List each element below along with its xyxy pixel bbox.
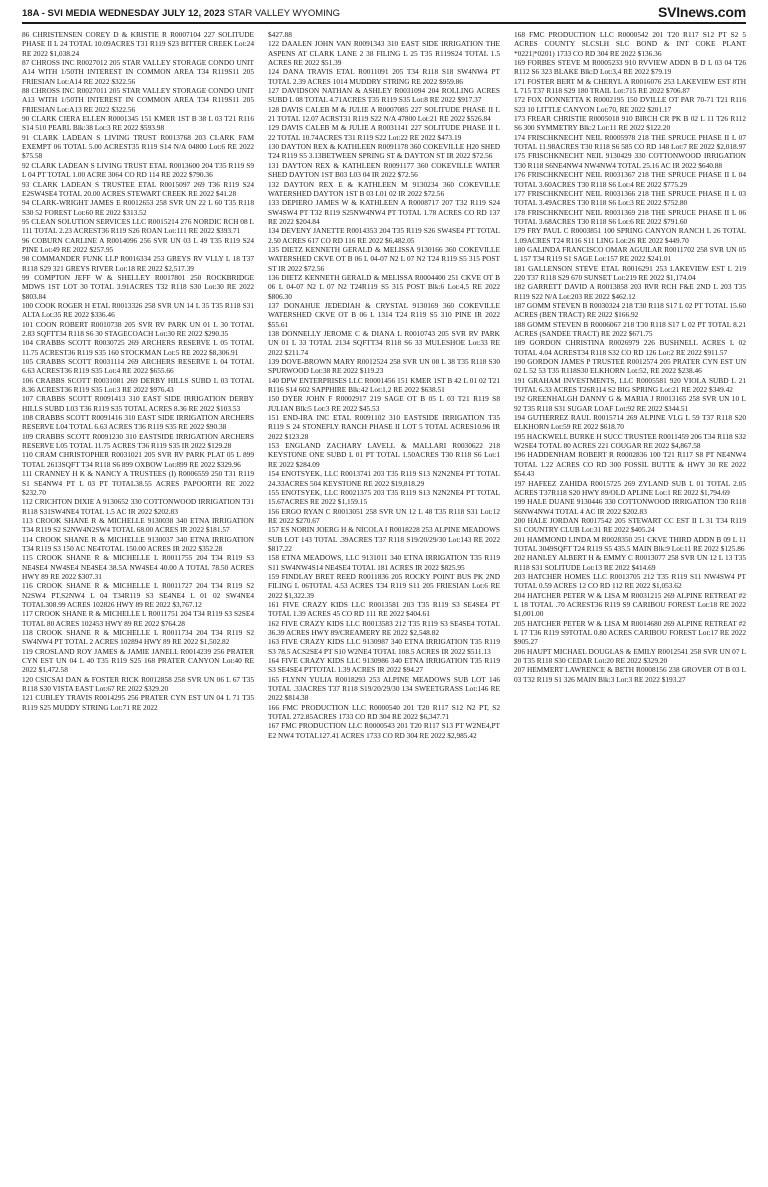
notice-entry: 158 ETNA MEADOWS, LLC 9131011 340 ETNA IRRIGATION T35 R119 S11 SW4NW4S14 NE4SE4 TOTAL 181 ACRES IR 2022 $825.95 <box>268 553 500 572</box>
notice-entry: 95 CLEAN SOLUTION SERVICES LLC R0015214 276 NORDIC RCH 08 L 111 TOTAL 2.23 ACREST36 R119 S26 ROAN Lot:111 RE 2022 $393.71 <box>22 216 254 236</box>
notice-entry: 206 HAUPT MICHAEL DOUGLAS & EMILY R0012541 258 SVR UN 07 L 20 T35 R118 S30 CEDAR Lot:20 RE 2022 $329.20 <box>514 646 746 666</box>
notice-entry: 129 DAVIS CALEB M & JULIE A R0031141 227 SOLITUDE PHASE II L 22 TOTAL 10.74ACRES T31 R119 S22 Lot:22 RE 2022 $473.19 <box>268 123 500 142</box>
notice-entry: 117 CROOK SHANE R & MICHELLE L R0011751 204 T34 R119 S3 S2SE4 TOTAL 80 ACRES 102453 HWY 89 RE 2022 $764.28 <box>22 609 254 628</box>
notice-entry: 162 FIVE CRAZY KIDS LLC R0013583 212 T35 R119 S3 SE4SE4 TOTAL 36.39 ACRES HWY 89/CREAMERY RE 2022 $2,548.82 <box>268 618 500 637</box>
notice-entry: 106 CRABBS SCOTT R0031081 269 DERBY HILLS SUBD L 03 TOTAL 8.36 ACREST36 R119 S35 Lot:3 RE 2022 $976.43 <box>22 375 254 395</box>
notice-entry: 155 ENOTSYEK, LLC R0021375 203 T35 R119 S13 N2N2NE4 PT TOTAL 15.67ACRES RE 2022 $1,159.15 <box>268 487 500 507</box>
notice-entry: 171 FOSTER BERT M & CHERYL A R0016076 253 LAKEVIEW EST 8TH L 715 T37 R118 S29 180 TRAIL Lot:715 RE 2022 $706.87 <box>514 76 746 96</box>
notice-entry: 104 CRABBS SCOTT R0030725 269 ARCHERS RESERVE L 05 TOTAL 11.75 ACREST36 R119 S35 160 STOCKMAN Lot:5 RE 2022 $8,306.91 <box>22 338 254 357</box>
site-name: SVInews.com <box>657 4 746 20</box>
notice-entry: 133 DEPIERO JAMES W & KATHLEEN A R0008717 207 T32 R119 S24 SW4SW4 PT T32 R119 S25NW4NW4 PT TOTAL 1.78 ACRES CO RD 137 RE 2022 $204.84 <box>268 198 500 226</box>
notice-entry: 107 CRABBS SCOTT R0091413 310 EAST SIDE IRRIGATION DERBY HILLS SUBD L03 T36 R119 S35 TOTAL ACRES 8.36 RE 2022 $103.53 <box>22 394 254 413</box>
notice-entry: 90 CLARK CIERA ELLEN R0001345 151 KMER 1ST B 38 L 03 T21 R116 S14 510 PEARL Blk:38 Lot:3 RE 2022 $593.98 <box>22 114 254 133</box>
notice-entry: 167 FMC PRODUCTION LLC R0000543 201 T20 R117 S13 PT W2NE4,PT E2 NW4 TOTAL127.41 ACRES 1733 CO RD 304 RE 2022 $2,985.42 <box>268 721 500 740</box>
notice-entry: 202 HANLEY ALBERT H & EMMY C R0013077 258 SVR UN 12 L 13 T35 R118 S31 SOLITUDE Lot:13 RE 2022 $414.69 <box>514 553 746 572</box>
notice-column-3 <box>514 30 746 1180</box>
notice-entry: 112 CRICHTON DIXIE A 9130652 330 COTTONWOOD IRRIGATION T31 R118 S31SW4NE4 TOTAL 1.5 AC IR 2022 $202.83 <box>22 497 254 516</box>
notice-entry: 91 CLARK LADEAN S LIVING TRUST R0013768 203 CLARK FAM EXEMPT 06 TOTAL 5.00 ACREST35 R119 S14 N/A 04800 Lot:6 RE 2022 $75.58 <box>22 132 254 161</box>
notice-entry: 161 FIVE CRAZY KIDS LLC R0013581 203 T35 R119 S3 SE4SE4 PT TOTAL 1.39 ACRES 45 CO RD 111 RE 2022 $404.61 <box>268 599 500 619</box>
notice-entry: 192 GREENHALGH DANNY G & MARIA J R0013165 258 SVR UN 10 L 92 T35 R118 S31 SUGAR LOAF Lot:92 RE 2022 $344.51 <box>514 394 746 413</box>
notice-entry: 153 ENGLAND ZACHARY LAVELL & MALLARI R0030622 218 KEYSTONE ONE SUBD L 01 PT TOTAL 1.50ACRES T30 R118 S6 Lot:1 RE 2022 $284.09 <box>268 441 500 469</box>
notice-entry: 98 COMMANDER FUNK LLP R0016334 253 GREYS RV VLLY L 18 T37 R118 S29 321 GREYS RIVER Lot:18 RE 2022 $2,517.39 <box>22 254 254 273</box>
notice-entry: 188 GOMM STEVEN B R0006067 218 T30 R118 S17 L 02 PT TOTAL 8.21 ACRES (SANDEE TRACT) RE 2022 $671.75 <box>514 319 746 338</box>
notice-entry: 177 FRISCHKNECHT NEIL R0031366 218 THE SPRUCE PHASE II L 03 TOTAL 3.49ACRES T30 R118 S6 Lot:3 RE 2022 $752.80 <box>514 188 746 208</box>
notice-entry: 140 DPW ENTERPRISES LLC R0001456 151 KMER 1ST B 42 L 01 02 T21 R116 S14 602 SAPPHIRE Blk:42 Lot:1,2 RE 2022 $638.51 <box>268 375 500 395</box>
legal-notice-columns <box>22 30 746 1180</box>
notice-entry: 139 DOVE-BROWN MARY R0012524 258 SVR UN 08 L 38 T35 R118 S30 SPURWOOD Lot:38 RE 2022 $119.23 <box>268 357 500 376</box>
notice-entry: 151 END-IRA INC ETAL R0091102 310 EASTSIDE IRRIGATION T35 R119 S 24 STONEFLY RANCH PHASE II LOT 5 TOTAL ACRES10.96 IR 2022 $123.28 <box>268 413 500 441</box>
notice-entry: 163 FIVE CRAZY KIDS LLC 9130987 340 ETNA IRRIGATION T35 R119 S3 78.5 ACS2SE4 PT S10 W2NE4 TOTAL 108.5 ACRES IR 2022 $511.13 <box>268 637 500 656</box>
notice-entry: 92 CLARK LADEAN S LIVING TRUST ETAL R0013600 204 T35 R119 S9 L 04 PT TOTAL 1.00 ACRE 3064 CO RD 114 RE 2022 $790.36 <box>22 160 254 180</box>
notice-entry: 132 DAYTON REX E & KATHLEEN M 9130234 360 COKEVILLE WATERSHED DAYTON 1ST B 03 L01 02 IR 2022 $72.56 <box>268 179 500 198</box>
notice-entry: 207 HEMMERT LAWRENCE & BETH R0008156 238 GROVER OT B 03 L 03 T32 R119 S1 326 MAIN Blk:3 Lot:3 RE 2022 $193.27 <box>514 665 746 684</box>
notice-entry: 195 HACKWELL BURKE H SUCC TRUSTEE R0011459 206 T34 R118 S32 W2SE4 TOTAL 80 ACRES 221 COUGAR RE 2022 $4,867.58 <box>514 431 746 451</box>
notice-entry: 130 DAYTON REX & KATHLEEN R0091178 360 COKEVILLE H20 SHED T24 R119 S5 3.13BETWEEN SPRING ST & DAYTON ST IR 2022 $72.56 <box>268 142 500 161</box>
notice-entry: 154 ENOTSYEK, LLC R0013741 203 T35 R119 S13 N2N2NE4 PT TOTAL 24.33ACRES 504 KEYSTONE RE 2022 $19,818.29 <box>268 469 500 488</box>
notice-entry: 134 DEVENY JANETTE R0014353 204 T35 R119 S26 SW4SE4 PT TOTAL 2.50 ACRES 617 CO RD 116 RE 2022 $6,482.05 <box>268 226 500 245</box>
notice-entry: 118 CROOK SHANE R & MICHELLE L R0011734 204 T34 R119 S2 SW4NW4 PT TOTAL 2 ACRES 102894 HWY 89 RE 2022 $1,502.82 <box>22 628 254 647</box>
notice-entry: 189 GORDON CHRISTINA R0026979 226 BUSHNELL ACRES L 02 TOTAL 4.04 ACREST34 R118 S32 CO RD 126 Lot:2 RE 2022 $911.57 <box>514 338 746 357</box>
notice-entry: 199 HALE DUANE 9130446 330 COTTONWOOD IRRIGATION T30 R118 S6NW4NW4 TOTAL 4 AC IR 2022 $202.83 <box>514 497 746 516</box>
notice-entry: 119 CROSLAND ROY JAMES & JAMIE JANELL R0014239 256 PRATER CYN EST UN 04 L 40 T35 R119 S25 168 PRATER CANYON Lot:40 RE 2022 $1,472.58 <box>22 646 254 675</box>
notice-column-1 <box>22 30 254 1180</box>
notice-entry: 94 CLARK-WRIGHT JAMES E R0012653 258 SVR UN 22 L 60 T35 R118 S30 52 FOREST Lot:60 RE 2022 $313.52 <box>22 198 254 217</box>
notice-entry: 197 HAFEEZ ZAHIDA R0015725 269 ZYLAND SUB L 01 TOTAL 2.05 ACRES T37R118 S20 HWY 89/OLD APLINE Lot:1 RE 2022 $1,794.69 <box>514 478 746 497</box>
notice-entry: 135 DIETZ KENNETH GERALD & MELISSA 9130166 360 COKEVILLE WATERSHED CKVE OT B 06 L 04-07 N2 L 07 N2 T24 R119 S5 315 POST ST IR 2022 $72.56 <box>268 244 500 273</box>
notice-entry: 101 COON ROBERT R0010738 205 SVR RV PARK UN 01 L 30 TOTAL 2.83 SQFTT34 R118 S6 30 STAGECOACH Lot:30 RE 2022 $290.35 <box>22 319 254 338</box>
notice-entry: 201 HAMMOND LINDA M R0028350 251 CKVE THIRD ADDN B 09 L 11 TOTAL 3049SQFT T24 R119 S5 435.5 MAIN Blk:9 Lot:11 RE 2022 $125.86 <box>514 534 746 553</box>
notice-column-2 <box>268 30 500 1180</box>
notice-entry: 99 COMPTON JEFF W & SHELLEY R0017801 250 ROCKBRIDGE MDWS 1ST LOT 30 TOTAL 3.91ACRES T32 R118 S30 Lot:30 RE 2022 $803.84 <box>22 272 254 301</box>
notice-entry: 165 FLYNN YULIA R0018293 253 ALPINE MEADOWS SUB LOT 146 TOTAL .33ACRES T37 R118 S19/20/29/30 134 SWEETGRASS Lot:146 RE 2022 $814.38 <box>268 674 500 703</box>
notice-entry: 178 FRISCHKNECHT NEIL R0031369 218 THE SPRUCE PHASE II L 06 TOTAL 3.68ACRES T30 R118 S6 Lot:6 RE 2022 $791.60 <box>514 207 746 226</box>
notice-entry: 169 FORBES STEVE M R0005233 910 RVVIEW ADDN B D L 03 04 T26 R112 S6 323 BLAKE Blk:D Lot:3,4 RE 2022 $79.19 <box>514 58 746 77</box>
notice-entry: 124 DANA TRAVIS ETAL R0011091 205 T34 R118 S18 SW4NW4 PT TOTAL 2.39 ACRES 1014 MUDDRY STRING RE 2022 $959.86 <box>268 67 500 86</box>
notice-entry: 168 FMC PRODUCTION LLC R0000542 201 T20 R117 S12 PT S2 5 ACRES COUNTY SLCSLH SLC BOND & INT COKE PLANT *0221|*0201) 1733 CO RD 304 RE 2022 $136.36 <box>514 30 746 58</box>
notice-entry: 175 FRISCHKNECHT NEIL 9130429 330 COTTONWOOD IRRIGATION T30 R118 S6NE4NW4 NW4NW4 TOTAL 25.16 AC IR 2022 $640.88 <box>514 151 746 170</box>
notice-entry: 204 HATCHER PETER W & LISA M R0031215 269 ALPINE RETREAT #2 L 18 TOTAL .70 ACREST36 R119 S9 CARIBOU FOREST Lot:18 RE 2022 $1,001.00 <box>514 590 746 619</box>
notice-entry: 137 DONAHUE JEDEDIAH & CRYSTAL 9130169 360 COKEVILLE WATERSHED CKVE OT B 06 L 1314 T24 R119 S5 310 PINE IR 2022 $55.61 <box>268 300 500 329</box>
notice-entry: 164 FIVE CRAZY KIDS LLC 9130986 340 ETNA IRRIGATION T35 R119 S3 SE4SE4 PTTOTAL 1.39 ACRES IR 2022 $94.27 <box>268 656 500 675</box>
notice-entry: 93 CLARK LADEAN S TRUSTEE ETAL R0015097 269 T36 R119 S24 E2SW4SE4 TOTAL 20.00 ACRES STEWART CREEK RE 2022 $41.28 <box>22 179 254 198</box>
notice-entry: 111 CRANNEY H K & NANCY A TRUSTEES (I) R0006559 250 T31 R119 S1 SE4NW4 PT L 03 PT TOTAL38.55 ACRES PAPOORTH RE 2022 $232.70 <box>22 469 254 497</box>
page-section-label: 18A - SVI MEDIA <box>22 8 97 19</box>
notice-entry: $427.88 <box>268 30 292 39</box>
notice-entry: 128 DAVIS CALEB M & JULIE A R0007085 227 SOLITUDE PHASE II L 21 TOTAL 12.07 ACRST31 R119 S22 N/A 47800 Lot:21 RE 2022 $526.84 <box>268 104 500 124</box>
notice-entry: 191 GRAHAM INVESTMENTS, LLC R0005581 920 VIOLA SUBD L 21 TOTAL 6.33 ACRES T26R114 S2 BIG SPRING Lot:21 RE 2022 $349.42 <box>514 375 746 395</box>
notice-entry: 87 CHROSS INC R0027012 205 STAR VALLEY STORAGE CONDO UNIT A14 WITH 1/50TH INTEREST IN COMMON AREA T34 R119S11 205 FRIESIAN Lot:A14 RE 2022 $322.56 <box>22 58 254 86</box>
notice-entry: 157 ES NORIN JOERG H & NICOLA I R0018228 253 ALPINE MEADOWS SUB LOT 143 TOTAL .39ACRES T37 R118 S19/20/29/30 Lot:143 RE 2022 $817.22 <box>268 525 500 553</box>
notice-entry: 113 CROOK SHANE R & MICHELLE 9130038 340 ETNA IRRIGATION T34 R119 S2 S2NW4N2SW4 TOTAL 68.00 ACRES IR 2022 $181.57 <box>22 515 254 535</box>
notice-entry: 115 CROOK SHANE R & MICHELLE L R0011755 204 T34 R119 S3 NE4SE4 NW4SE4 NE4SE4 38.5A NW4SE4 40.00 A TOTAL 78.50 ACRES HWY 89 RE 2022 $307.31 <box>22 553 254 581</box>
notice-entry: 194 GUTIERREZ RAUL R0015714 269 ALPINE VLG L 59 T37 R118 S20 ELKHORN Lot:59 RE 2022 $618.70 <box>514 413 746 432</box>
notice-entry: 136 DIETZ KENNETH GERALD & MELISSA R0004400 251 CKVE OT B 06 L 04-07 N2 L 07 N2 T24R119 S5 315 POST Blk:6 Lot:4,5 RE 2022 $806.30 <box>268 272 500 301</box>
notice-entry: 116 CROOK SHANE R & MICHELLE L R0011727 204 T34 R119 S2 N2SW4 PT.S2NW4 L 04 T34R119 S3 SE4NE4 L 01 02 SW4NE4 TOTAL308.99 ACRES 102826 HWY 89 RE 2022 $3,767.12 <box>22 581 254 609</box>
notice-entry: 180 GALINDA FRANCISCO OMAR AGUILAR R0011702 258 SVR UN 05 L 157 T34 R119 S1 SAGE Lot:157 RE 2022 $241.01 <box>514 244 746 264</box>
notice-entry: 150 DYER JOHN F R0002917 219 SAGE OT B 05 L 03 T21 R119 S8 JULIAN Blk:5 Lot:3 RE 2022 $45.53 <box>268 394 500 413</box>
page-header-left <box>22 8 340 22</box>
notice-entry: 166 FMC PRODUCTION LLC R0000540 201 T20 R117 S12 N2 PT, S2 TOTAL 272.85ACRES 1733 CO RD 304 RE 2022 $6,347.71 <box>268 702 500 722</box>
notice-entry: 196 HADDENHAM ROBERT R R0002836 100 T21 R117 S8 PT NE4NW4 TOTAL 1.22 ACRES CO RD 300 FOSSIL BUTTE & HWY 30 RE 2022 $54.43 <box>514 450 746 479</box>
notice-entry: 200 HALE JORDAN R0017542 205 STEWART CC EST II L 31 T34 R119 S1 COUNTRY CLUB Lot:31 RE 2022 $405.24 <box>514 515 746 535</box>
page-header <box>22 0 746 24</box>
notice-entry: 127 DAVIDSON NATHAN & ASHLEY R0031094 204 ROLLING ACRES SUBD L 08 TOTAL 4.71ACRES T35 R119 S35 Lot:8 RE 2022 $917.37 <box>268 86 500 105</box>
notice-entry: 88 CHROSS INC R0027011 205 STAR VALLEY STORAGE CONDO UNIT A13 WITH 1/50TH INTEREST IN COMMON AREA T34 R119S11 205 FRIESIAN Lot:A13 RE 2022 $322.56 <box>22 86 254 114</box>
notice-entry: 86 CHRISTENSEN COREY D & KRISTIE R R0007104 227 SOLITUDE PHASE II L 24 TOTAL 10.09ACRES T31 R119 S23 BITTER CREEK Lot:24 RE 2022 $1,038.24 <box>22 30 254 58</box>
notice-entry: 108 CRABBS SCOTT R0091416 310 EAST SIDE IRRIGATION ARCHERS RESERVE L04 TOTAL 6.63 ACRES T36 R119 S35 RE 2022 $90.38 <box>22 413 254 432</box>
notice-entry: 181 GALLENSON STEVE ETAL R0016291 253 LAKEVIEW EST L 219 220 T37 R118 S29 670 SUNSET Lot:219 RE 2022 $1,174.04 <box>514 263 746 282</box>
notice-entry: 110 CRAM CHRISTOPHER R0031021 205 SVR RV PARK PLAT 05 L 899 TOTAL 2613SQFT T34 R118 S6 899 OXBOW Lot:899 RE 2022 $329.96 <box>22 450 254 469</box>
notice-entry: 159 FINDLAY BRET REED R0011836 205 ROCKY POINT BUS PK 2ND FILING L 06TOTAL 4.53 ACRES T34 R119 S11 205 FRIESIAN Lot:6 RE 2022 $1,322.39 <box>268 571 500 600</box>
notice-entry: 190 GORDON JAMES P TRUSTEE R0012574 205 PRATER CYN EST UN 02 L 52 53 T35 R118S30 ELKHORN Lot:52, RE 2022 $238.46 <box>514 357 746 376</box>
notice-entry: 100 COOK ROGER H ETAL R0013326 258 SVR UN 14 L 35 T35 R118 S31 ALTA Lot:35 RE 2022 $336.46 <box>22 300 254 320</box>
notice-entry: 105 CRABBS SCOTT R0031114 269 ARCHERS RESERVE L 04 TOTAL 6.63 ACREST36 R119 S35 Lot:4 RE 2022 $655.66 <box>22 357 254 376</box>
notice-entry: 131 DAYTON REX & KATHLEEN R0091177 360 COKEVILLE WATER SHED DAYTON 1ST B03 L03 04 IR 2022 $72.56 <box>268 160 500 180</box>
notice-entry: 156 ERGO RYAN C R0013051 258 SVR UN 12 L 48 T35 R118 S31 Lot:12 RE 2022 $270.67 <box>268 506 500 525</box>
notice-entry: 173 FREAR CHRISTIE R0005018 910 BIRCH CR PK B 02 L 11 T26 R112 S6 300 SYMMETRY Blk:2 Lot:11 RE 2022 $122.20 <box>514 114 746 133</box>
notice-entry: 182 GARRETT DAVID A R0013858 203 RVR RCH F&E 2ND L 203 T35 R119 S22 N/A Lot:203 RE 2022 $462.12 <box>514 282 746 301</box>
notice-entry: 205 HATCHER PETER W & LISA M R0014680 269 ALPINE RETREAT #2 L 17 T36 R119 S9TOTAL 0.80 ACRES CARIBOU FOREST Lot:17 RE 2022 $905.27 <box>514 618 746 647</box>
issue-date: WEDNESDAY JULY 12, 2023 <box>98 8 225 19</box>
notice-entry: 138 DONNELLY JEROME C & DIANA L R0010743 205 SVR RV PARK UN 01 L 33 TOTAL 2134 SQFTT34 R118 S6 33 MULESHOE Lot:33 RE 2022 $211.74 <box>268 329 500 357</box>
notice-entry: 172 FOX DONNETTA K R0002195 150 DVILLE OT PAR 70-71 T21 R116 S23 10 LITTLE CANYON Lot:70, RE 2022 $201.17 <box>514 95 746 114</box>
notice-entry: 174 FRISCHKNECHT NEIL R0005978 218 THE SPRUCE PHASE II L 07 TOTAL 11.98ACRES T30 R118 S6 585 CO RD 148 Lot:7 RE 2022 $2,018.97 <box>514 132 746 152</box>
paper-name: STAR VALLEY WYOMING <box>227 8 341 19</box>
notice-entry: 203 HATCHER HOMES LLC R0013705 212 T35 R119 S11 NW4SW4 PT TOTAL 0.59 ACRES 12 CO RD 112 RE 2022 $1,053.62 <box>514 571 746 591</box>
notice-entry: 109 CRABBS SCOTT R0091230 310 EASTSIDE IRRIGATION ARCHERS RESERVE L05 TOTAL 11.75 ACRES T36 R119 S35 IR 2022 $129.28 <box>22 431 254 451</box>
notice-entry: 122 DAALEN JOHN VAN R0091343 310 EAST SIDE IRRIGATION THE ASPENS AT CLARK LANE 2 38 FILING L 25 T35 R119S24 TOTAL 1.5 ACRES RE 2022 $51.39 <box>268 39 500 68</box>
notice-entry: 179 FRY PAUL C R0003851 100 SPRING CANYON RANCH L 26 TOTAL 1.09ACRES T24 R116 S11 LING Lot:26 RE 2022 $449.70 <box>514 226 746 245</box>
notice-entry: 121 CUBLEY TRAVIS R0014295 256 PRATER CYN EST UN 04 L 71 T35 R119 S25 MUDDY STRING Lot:71 RE 2022 <box>22 693 254 712</box>
notice-entry: 120 CSICSAI DAN & FOSTER RICK R0012858 258 SVR UN 06 L 67 T35 R118 S30 VISTA EAST Lot:67 RE 2022 $329.20 <box>22 674 254 694</box>
notice-entry: 96 COBURN CARLINE A R0014096 256 SVR UN 03 L 49 T35 R119 S24 PINE Lot:49 RE 2022 $257.95 <box>22 235 254 254</box>
notice-entry: 114 CROOK SHANE R & MICHELLE 9130037 340 ETNA IRRIGATION T34 R119 S3 150 AC NE4TOTAL 150.00 ACRES IR 2022 $352.28 <box>22 534 254 553</box>
notice-entry: 176 FRISCHKNECHT NEIL R0031367 218 THE SPRUCE PHASE II L 04 TOTAL 3.60ACRES T30 R118 S6 Lot:4 RE 2022 $775.29 <box>514 170 746 189</box>
notice-entry: 187 GOMM STEVEN B R0030324 218 T30 R118 S17 L 02 PT TOTAL 15.60 ACRES (BEN TRACT) RE 2022 $166.92 <box>514 300 746 320</box>
